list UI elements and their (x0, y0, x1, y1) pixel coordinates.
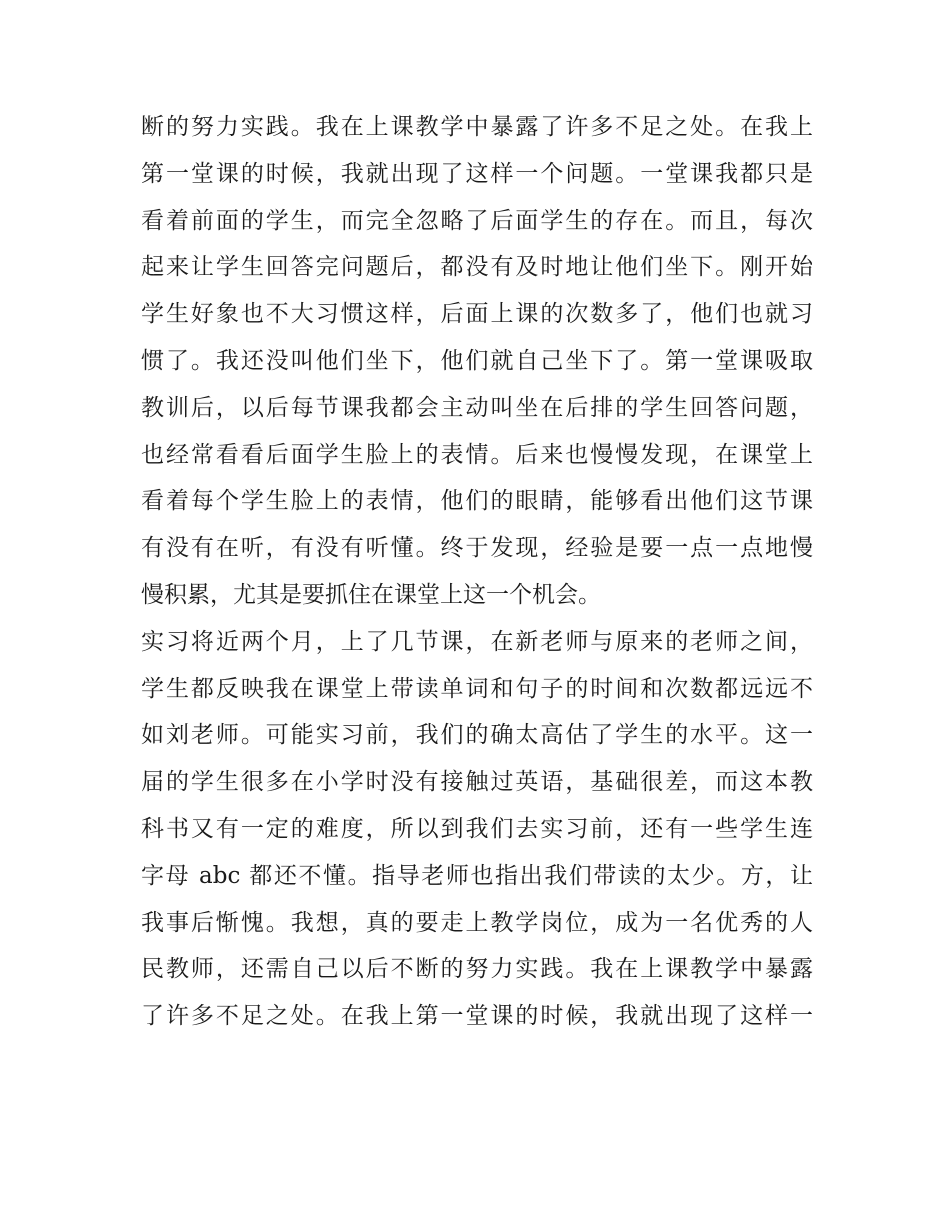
text-line: 学生都反映我在课堂上带读单词和句子的时间和次数都远远不 (141, 675, 813, 702)
text-line: 看着前面的学生，而完全忽略了后面学生的存在。而且，每次 (141, 207, 813, 234)
text-line: 有没有在听，有没有听懂。终于发现，经验是要一点一点地慢 (141, 535, 813, 562)
text-line: 我事后惭愧。我想，真的要走上教学岗位，成为一名优秀的人 (141, 909, 813, 936)
text-line: 民教师，还需自己以后不断的努力实践。我在上课教学中暴露 (141, 956, 813, 983)
text-line: 断的努力实践。我在上课教学中暴露了许多不足之处。在我上 (141, 114, 813, 140)
text-line: 慢积累，尤其是要抓住在课堂上这一个机会。 (141, 581, 601, 608)
text-line: 也经常看看后面学生脸上的表情。后来也慢慢发现，在课堂上 (141, 441, 813, 468)
text-line: 了许多不足之处。在我上第一堂课的时候，我就出现了这样一 (141, 1003, 813, 1030)
text-line: 实习将近两个月，上了几节课，在新老师与原来的老师之间， (141, 628, 813, 655)
text-line: 学生好象也不大习惯这样，后面上课的次数多了，他们也就习 (141, 301, 813, 328)
text-line: 字母 abc 都还不懂。指导老师也指出我们带读的太少。方，让 (141, 862, 813, 889)
document-body (141, 104, 813, 1040)
text-line: 第一堂课的时候，我就出现了这样一个问题。一堂课我都只是 (141, 160, 813, 187)
text-line: 科书又有一定的难度，所以到我们去实习前，还有一些学生连 (141, 815, 813, 842)
text-line: 教训后，以后每节课我都会主动叫坐在后排的学生回答问题， (141, 394, 813, 421)
text-line: 届的学生很多在小学时没有接触过英语，基础很差，而这本教 (141, 769, 813, 796)
text-line: 惯了。我还没叫他们坐下，他们就自己坐下了。第一堂课吸取 (141, 347, 813, 374)
text-line: 如刘老师。可能实习前，我们的确太高估了学生的水平。这一 (141, 722, 813, 749)
text-line: 起来让学生回答完问题后，都没有及时地让他们坐下。刚开始 (141, 254, 813, 281)
text-line: 看着每个学生脸上的表情，他们的眼睛，能够看出他们这节课 (141, 488, 813, 515)
